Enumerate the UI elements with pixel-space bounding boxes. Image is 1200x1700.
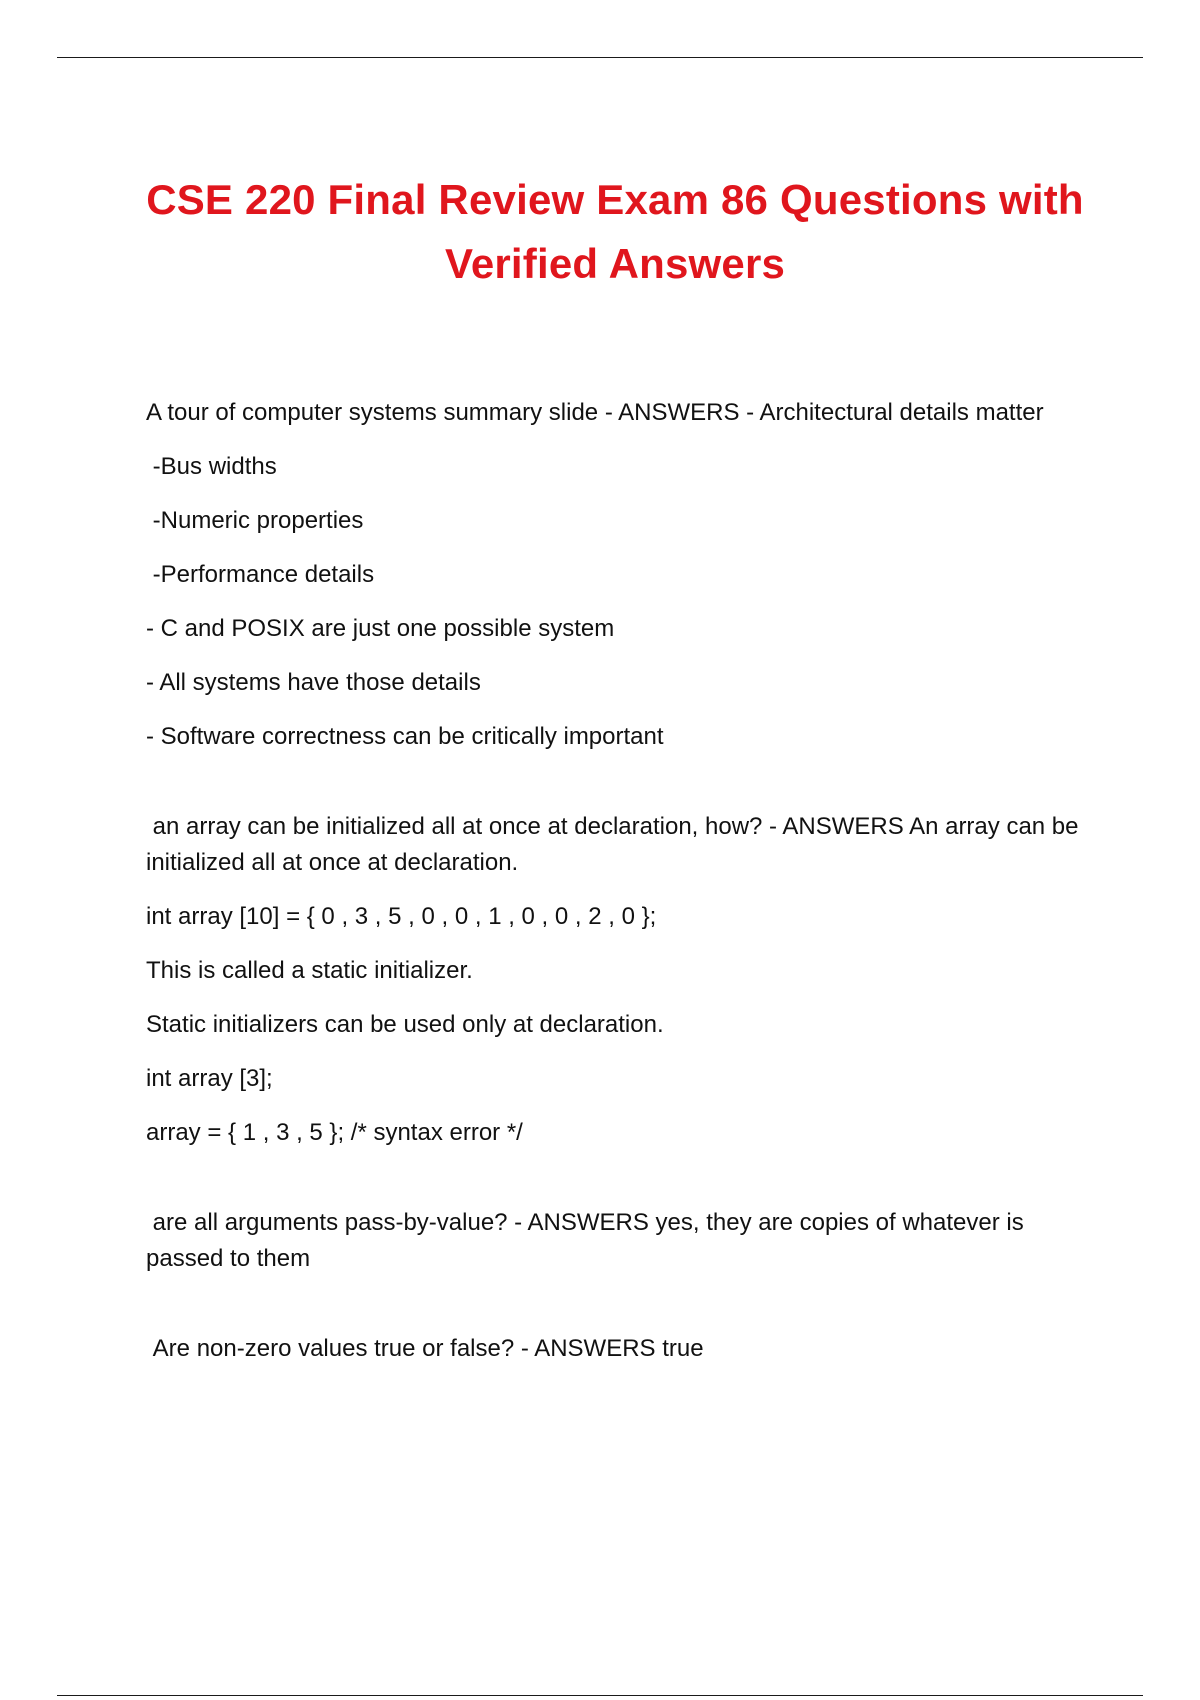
document-body xyxy=(146,395,1086,1385)
qa-block xyxy=(146,809,1086,1151)
qa-text: -Numeric properties xyxy=(146,507,364,534)
qa-block xyxy=(146,395,1086,755)
qa-text: an array can be initialized all at once at declaration, how? - ANSWERS An array can be initialized all at once at declaration. xyxy=(146,813,1086,876)
qa-text: are all arguments pass-by-value? - ANSWERS yes, they are copies of whatever is passed to them xyxy=(146,1209,1031,1272)
qa-block xyxy=(146,1205,1086,1277)
qa-text: int array [3]; xyxy=(146,1065,273,1092)
qa-text: Static initializers can be used only at declaration. xyxy=(146,1011,664,1038)
qa-block xyxy=(146,1331,1086,1367)
qa-text: - C and POSIX are just one possible system xyxy=(146,615,615,642)
qa-text: This is called a static initializer. xyxy=(146,957,473,984)
page-title: CSE 220 Final Review Exam 86 Questions with Verified Answers xyxy=(146,176,1084,288)
qa-text: - All systems have those details xyxy=(146,669,481,696)
qa-text: array = { 1 , 3 , 5 }; /* syntax error */ xyxy=(146,1119,523,1146)
qa-text: -Performance details xyxy=(146,561,375,588)
top-rule xyxy=(57,57,1143,58)
qa-text: -Bus widths xyxy=(146,453,277,480)
bottom-rule xyxy=(57,1695,1143,1696)
qa-text: Are non-zero values true or false? - ANSWERS true xyxy=(146,1335,704,1362)
qa-text: A tour of computer systems summary slide - ANSWERS - Architectural details matter xyxy=(146,399,1044,426)
qa-text: - Software correctness can be critically important xyxy=(146,723,664,750)
qa-text: int array [10] = { 0 , 3 , 5 , 0 , 0 , 1 , 0 , 0 , 2 , 0 }; xyxy=(146,903,657,930)
